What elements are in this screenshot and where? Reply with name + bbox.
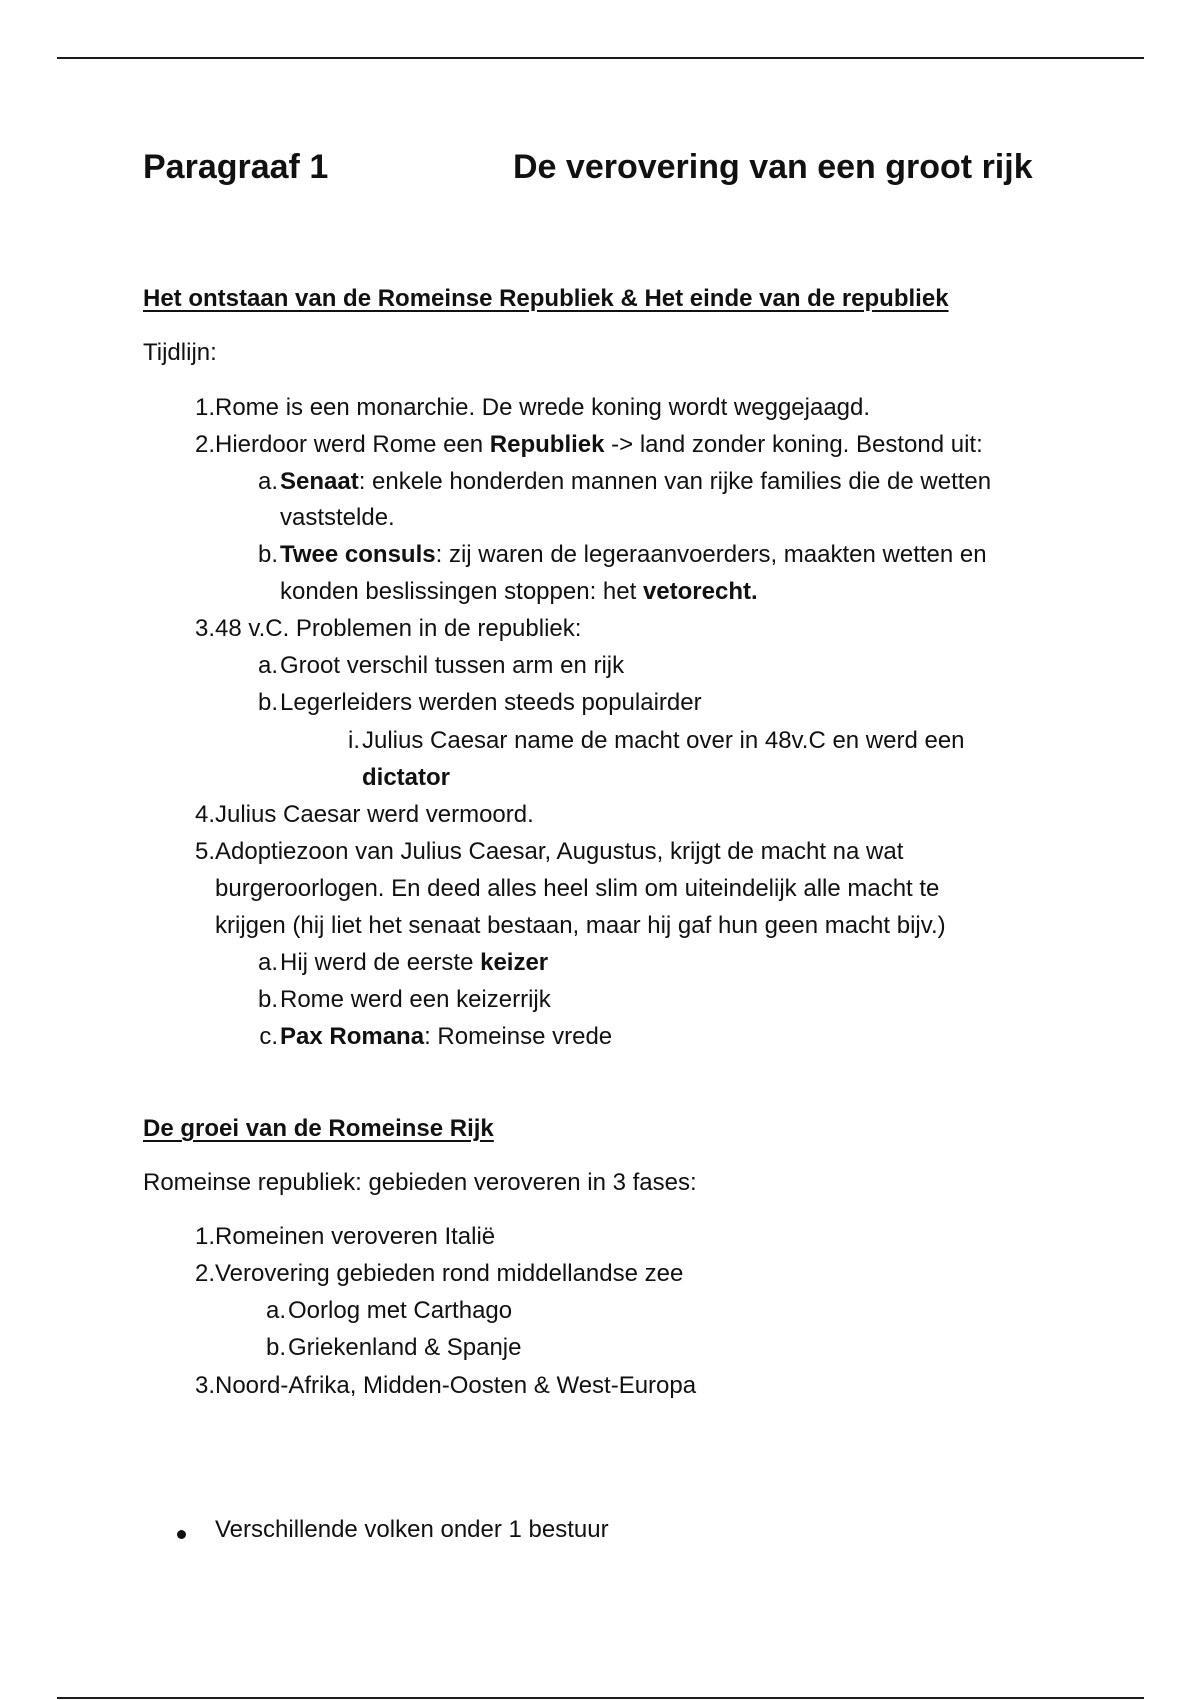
bullet-icon <box>177 1530 186 1539</box>
paragraph-number: Paragraaf 1 <box>143 148 329 186</box>
timeline-intro: Tijdlijn: <box>143 339 217 366</box>
list-item-continuation: konden beslissingen stoppen: het vetorecht. <box>280 578 758 605</box>
growth-intro: Romeinse republiek: gebieden veroveren in 3 fases: <box>143 1169 697 1196</box>
list-item-continuation: dictator <box>362 764 451 791</box>
list-item-continuation: krijgen (hij liet het senaat bestaan, maar hij gaf hun geen macht bijv.) <box>215 912 946 939</box>
list-item-continuation: vaststelde. <box>280 504 395 531</box>
paragraph-topic: De verovering van een groot rijk <box>513 148 1033 186</box>
section-heading-republic: Het ontstaan van de Romeinse Republiek & Het einde van de republiek <box>143 285 949 312</box>
top-rule <box>57 57 1144 59</box>
list-item-continuation: burgeroorlogen. En deed alles heel slim om uiteindelijk alle macht te <box>215 875 940 902</box>
section-heading-growth: De groei van de Romeinse Rijk <box>143 1115 494 1142</box>
bullet-item: Verschillende volken onder 1 bestuur <box>215 1516 609 1543</box>
bottom-rule <box>57 1697 1144 1699</box>
page-title <box>143 148 1063 192</box>
